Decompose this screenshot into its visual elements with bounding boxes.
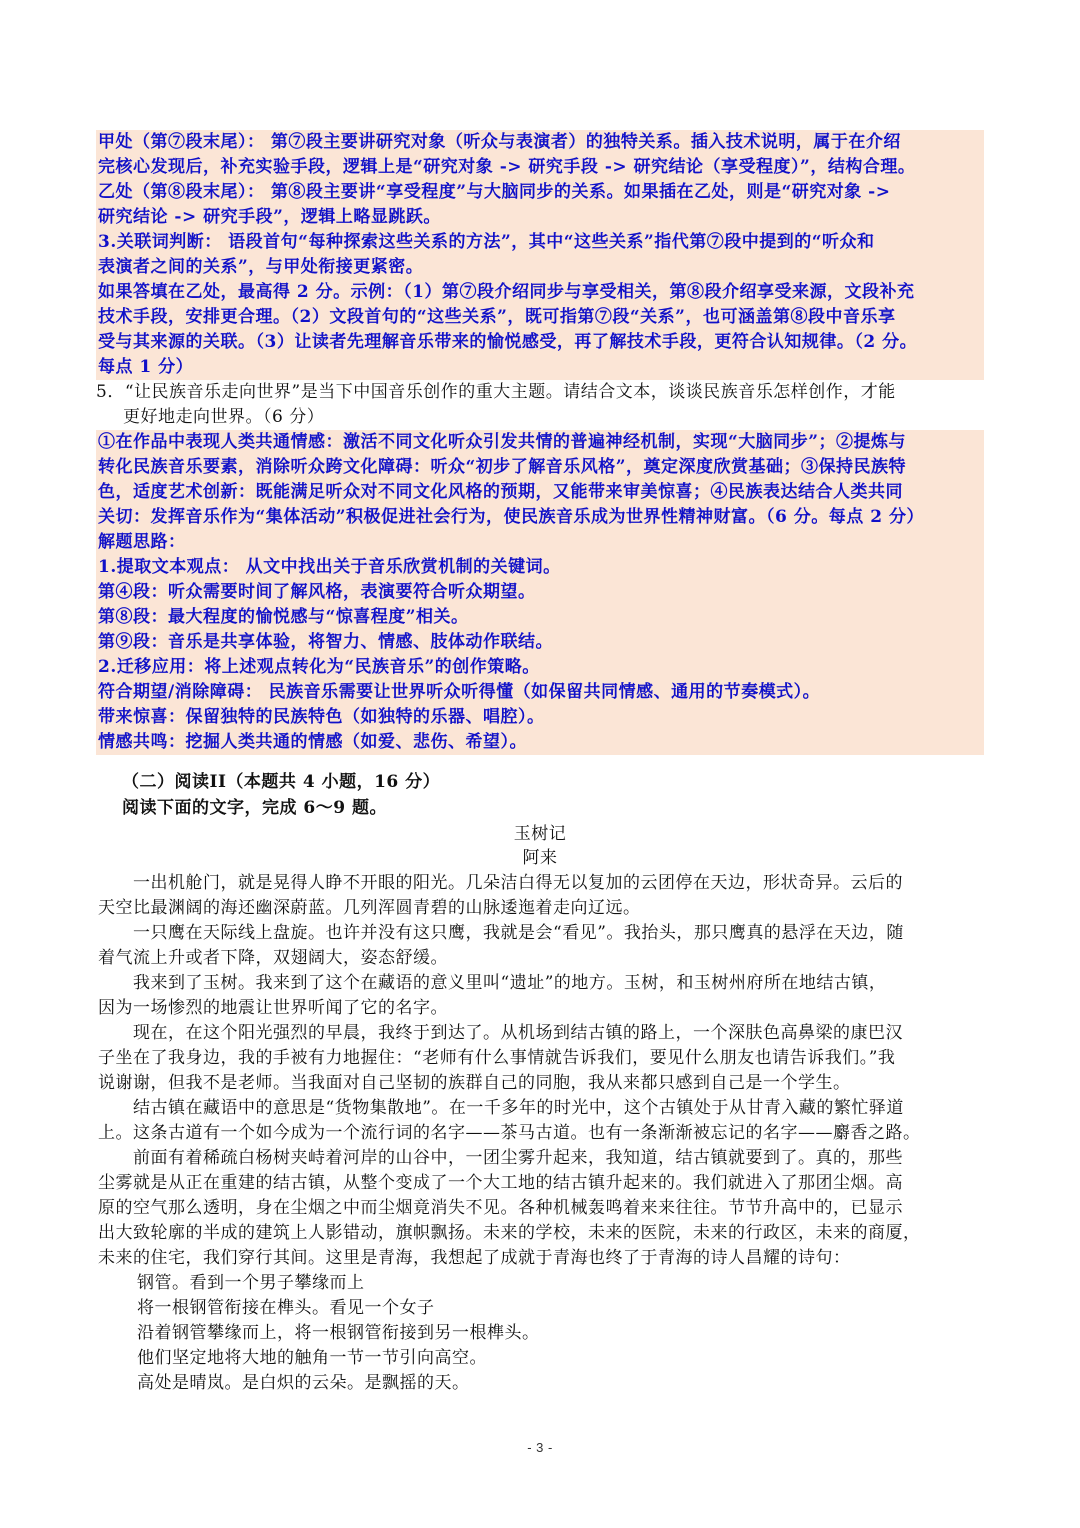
answer5-line: 转化民族音乐要素，消除听众跨文化障碍：听众“初步了解音乐风格”，奠定深度欣赏基础；③保持民族特 (96, 455, 984, 480)
page-number: - 3 - (527, 1440, 553, 1455)
answer-line: 研究结论 -> 研究手段”，逻辑上略显跳跃。 (96, 205, 984, 230)
article-line: 未来的住宅，我们穿行其间。这里是青海，我想起了成就于青海也终了于青海的诗人昌耀的诗句： (98, 1248, 851, 1268)
article-author: 阿来 (522, 848, 558, 868)
answer5-line: 第⑧段：最大程度的愉悦感与“惊喜程度”相关。 (96, 605, 984, 630)
article-line: 说谢谢，但我不是老师。当我面对自己坚韧的族群自己的同胞，我从来都只感到自己是一个学生。 (98, 1073, 851, 1093)
answer-line: 如果答填在乙处，最高得 2 分。示例：（1）第⑦段介绍同步与享受相关，第⑧段介绍享受来源，文段补充 (96, 280, 984, 305)
article-line: 子坐在了我身边，我的手被有力地握住：“老师有什么事情就告诉我们，要见什么朋友也请告诉我们。”我 (98, 1048, 896, 1068)
answer5-line: 符合期望/消除障碍： 民族音乐需要让世界听众听得懂（如保留共同情感、通用的节奏模式）。 (96, 680, 984, 705)
article-line: 原的空气那么透明，身在尘烟之中而尘烟竟消失不见。各种机械轰鸣着来来往往。节节升高中的，已显示 (98, 1198, 903, 1218)
article-line: 结古镇在藏语中的意思是“货物集散地”。在一千多年的时光中，这个古镇处于从甘青入藏的繁忙驿道 (98, 1098, 904, 1118)
answer5-line: 第④段：听众需要时间了解风格，表演要符合听众期望。 (96, 580, 984, 605)
poem-line: 高处是晴岚。是白炽的云朵。是飘摇的天。 (137, 1373, 470, 1393)
answer-line: 甲处（第⑦段末尾）： 第⑦段主要讲研究对象（听众与表演者）的独特关系。插入技术说明，属于在介绍 (96, 130, 984, 155)
section-heading: （二）阅读II（本题共 4 小题，16 分） (122, 772, 441, 792)
answer5-line: 关切：发挥音乐作为“集体活动”积极促进社会行为，使民族音乐成为世界性精神财富。（6 分。每点 2 分） (96, 505, 984, 530)
answer5-line: 色，适度艺术创新：既能满足听众对不同文化风格的预期，又能带来审美惊喜；④民族表达结合人类共同 (96, 480, 984, 505)
poem-line: 他们坚定地将大地的触角一节一节引向高空。 (137, 1348, 487, 1368)
article-title: 玉树记 (513, 824, 567, 844)
section-instruction: 阅读下面的文字，完成 6～9 题。 (122, 798, 387, 818)
article-line: 我来到了玉树。我来到了这个在藏语的意义里叫“遗址”的地方。玉树，和玉树州府所在地结古镇， (98, 973, 887, 993)
answer5-line: 第⑨段：音乐是共享体验，将智力、情感、肢体动作联结。 (96, 630, 984, 655)
answer5-line: 带来惊喜：保留独特的民族特色（如独特的乐器、唱腔）。 (96, 705, 984, 730)
answer-line: 受与其来源的关联。（3）让读者先理解音乐带来的愉悦感受，再了解技术手段，更符合认知规律。（2 分。 (96, 330, 984, 355)
poem-line: 将一根钢管衔接在榫头。看见一个女子 (137, 1298, 435, 1318)
answer-line: 技术手段，安排更合理。（2）文段首句的“这些关系”，既可指第⑦段“关系”，也可涵盖第⑧段中音乐享 (96, 305, 984, 330)
answer-line: 表演者之间的关系”，与甲处衔接更紧密。 (96, 255, 984, 280)
question-5-text: 5．“让民族音乐走向世界”是当下中国音乐创作的重大主题。请结合文本，谈谈民族音乐怎样创作，才能 (96, 382, 896, 402)
article-line: 尘雾就是从正在重建的结古镇，从整个变成了一个大工地的结古镇升起来的。我们就进入了那团尘烟。高 (98, 1173, 903, 1193)
answer-line: 乙处（第⑧段末尾）： 第⑧段主要讲“享受程度”与大脑同步的关系。如果插在乙处，则是“研究对象 -> (96, 180, 984, 205)
answer-line: 完核心发现后，补充实验手段，逻辑上是“研究对象 -> 研究手段 -> 研究结论（享受程度）”，结构合理。 (96, 155, 984, 180)
article-line: 出大致轮廓的半成的建筑上人影错动，旗帜飘扬。未来的学校，未来的医院，未来的行政区，未来的商厦， (98, 1223, 921, 1243)
answer5-line: 2.迁移应用：将上述观点转化为“民族音乐”的创作策略。 (96, 655, 984, 680)
poem-line: 钢管。看到一个男子攀缘而上 (137, 1273, 365, 1293)
article-line: 前面有着稀疏白杨树夹峙着河岸的山谷中，一团尘雾升起来，我知道，结古镇就要到了。真的，那些 (98, 1148, 903, 1168)
answer5-line: 解题思路： (96, 530, 984, 555)
article-line: 一只鹰在天际线上盘旋。也许并没有这只鹰，我就是会“看见”。我抬头，那只鹰真的悬浮在天边，随 (98, 923, 904, 943)
answer5-line: ①在作品中表现人类共通情感：激活不同文化听众引发共情的普遍神经机制，实现“大脑同步”；②提炼与 (96, 430, 984, 455)
question-5-text: 更好地走向世界。（6 分） (123, 407, 325, 427)
answer-line: 每点 1 分） (96, 355, 984, 380)
answer5-line: 1.提取文本观点： 从文中找出关于音乐欣赏机制的关键词。 (96, 555, 984, 580)
article-line: 因为一场惨烈的地震让世界听闻了它的名字。 (98, 998, 448, 1018)
article-line: 着气流上升或者下降，双翅阔大，姿态舒缓。 (98, 948, 448, 968)
poem-line: 沿着钢管攀缘而上，将一根钢管衔接到另一根榫头。 (137, 1323, 540, 1343)
article-line: 上。这条古道有一个如今成为一个流行词的名字——茶马古道。也有一条渐渐被忘记的名字——麝香之路。 (98, 1123, 921, 1143)
article-line: 现在，在这个阳光强烈的早晨，我终于到达了。从机场到结古镇的路上，一个深肤色高鼻梁的康巴汉 (98, 1023, 903, 1043)
article-line: 天空比最渊阔的海还幽深蔚蓝。几列浑圆青碧的山脉逶迤着走向辽远。 (98, 898, 641, 918)
article-line: 一出机舱门，就是晃得人睁不开眼的阳光。几朵洁白得无以复加的云团停在天边，形状奇异。云后的 (98, 873, 903, 893)
answer5-line: 情感共鸣：挖掘人类共通的情感（如爱、悲伤、希望）。 (96, 730, 984, 755)
answer-line: 3.关联词判断： 语段首句“每种探索这些关系的方法”，其中“这些关系”指代第⑦段中提到的“听众和 (96, 230, 984, 255)
